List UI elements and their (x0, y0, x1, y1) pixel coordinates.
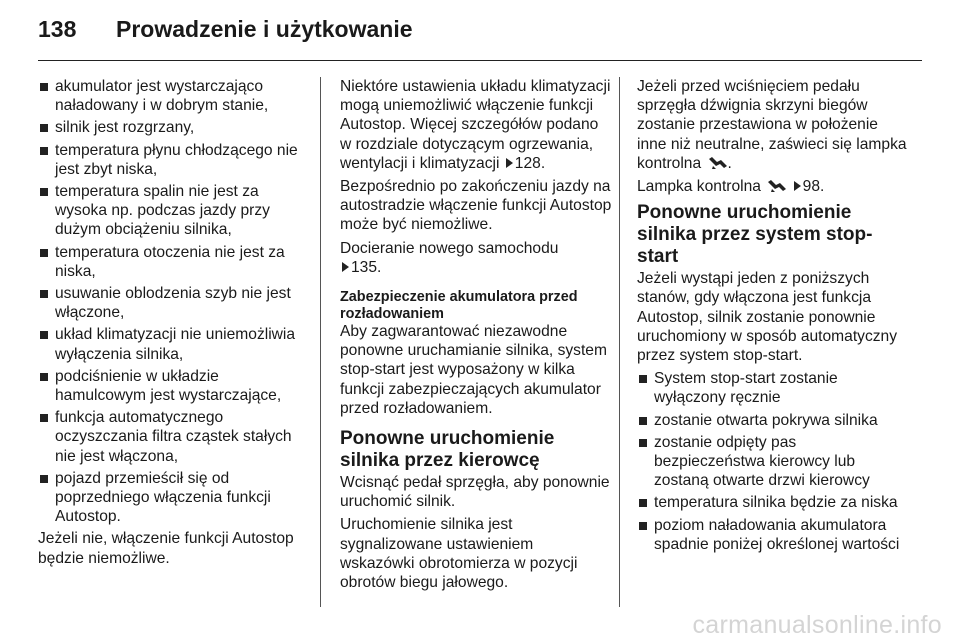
bullet-icon (40, 373, 48, 381)
list-item: pojazd przemieścił się od poprzedniego włączenia funkcji Autostop. (38, 469, 310, 527)
column-1 (38, 77, 310, 572)
bullet-icon (639, 439, 647, 447)
list-item: usuwanie oblodzenia szyb nie jest włączone, (38, 284, 310, 322)
paragraph: Jeżeli wystąpi jeden z poniższych stanów, gdy włączona jest funkcja Autostop, silnik zostanie ponownie uruchomiony w sposób automatyczny przez system stop-start. (637, 270, 898, 365)
paragraph: Jeżeli przed wciśnięciem pedału sprzęgła dźwignia skrzyni biegów zostanie przestawiona w położenie inne niż neutralne, zaświeci się lampka kontrolna . (637, 78, 907, 172)
chapter-title: Prowadzenie i użytkowanie (116, 16, 413, 42)
bullet-icon (40, 249, 48, 257)
paragraph: Wcisnąć pedał sprzęgła, aby ponownie uruchomić silnik. (340, 474, 610, 511)
list-item: poziom naładowania akumulatora spadnie poniżej określonej wartości (637, 516, 909, 554)
bullet-icon (40, 188, 48, 196)
list-item: temperatura spalin nie jest za wysoka np. podczas jazdy przy dużym obciążeniu silnika, (38, 182, 310, 240)
page-reference-icon (794, 181, 801, 191)
page-reference[interactable]: 98. (802, 178, 825, 196)
list-item: System stop-start zostanie wyłączony ręcznie (637, 369, 909, 407)
page-reference[interactable]: 135. (351, 258, 382, 276)
restart-conditions-list (637, 369, 909, 554)
page-number: 138 (38, 16, 77, 42)
list-item: układ klimatyzacji nie uniemożliwia wyłączenia silnika, (38, 325, 310, 363)
paragraph: Bezpośrednio po zakończeniu jazdy na autostradzie włączenie funkcji Autostop może być niemożliwe. (340, 178, 612, 234)
list-item: zostanie otwarta pokrywa silnika (637, 411, 909, 430)
bullet-icon (40, 290, 48, 298)
bullet-icon (40, 475, 48, 483)
page-reference-icon (506, 158, 513, 168)
list-item: temperatura płynu chłodzącego nie jest zbyt niska, (38, 141, 310, 179)
conditions-list (38, 77, 310, 526)
column-2 (340, 77, 612, 596)
column-3 (637, 77, 909, 557)
page-reference-icon (342, 262, 349, 272)
warning-lamp-icon (767, 179, 787, 193)
bullet-icon (40, 331, 48, 339)
column-divider-2 (619, 77, 620, 607)
list-item: akumulator jest wystarczająco naładowany i w dobrym stanie, (38, 77, 310, 115)
paragraph: Docieranie nowego samochodu 135. (340, 239, 559, 276)
paragraph: Uruchomienie silnika jest sygnalizowane ustawieniem wskazówki obrotomierza w pozycji obrotów biegu jałowego. (340, 516, 578, 592)
list-item: temperatura silnika będzie za niska (637, 493, 909, 512)
list-item: funkcja automatycznego oczyszczania filtra cząstek stałych nie jest włączona, (38, 408, 310, 466)
closing-paragraph: Jeżeli nie, włączenie funkcji Autostop będzie niemożliwe. (38, 530, 294, 567)
section-heading: Ponowne uruchomienie silnika przez system stop-start (637, 202, 873, 268)
section-heading: Ponowne uruchomienie silnika przez kierowcę (340, 428, 555, 472)
warning-lamp-icon (708, 156, 728, 170)
subheading: Zabezpieczenie akumulatora przed rozładowaniem (340, 289, 578, 322)
page-reference[interactable]: 128. (514, 154, 546, 172)
bullet-icon (639, 522, 647, 530)
bullet-icon (40, 414, 48, 422)
paragraph: Aby zagwarantować niezawodne ponowne uruchamianie silnika, system stop-start jest wyposażony w kilka funkcji zabezpieczających akumulator przed rozładowaniem. (340, 323, 607, 417)
column-divider-1 (320, 77, 321, 607)
list-item: silnik jest rozgrzany, (38, 118, 310, 137)
bullet-icon (639, 375, 647, 383)
header-rule (38, 60, 922, 61)
watermark: carmanualsonline.info (692, 611, 942, 639)
paragraph: Lampka kontrolna 98. (637, 178, 825, 196)
bullet-icon (639, 499, 647, 507)
list-item: zostanie odpięty pas bezpieczeństwa kierowcy lub zostaną otwarte drzwi kierowcy (637, 433, 909, 491)
bullet-icon (40, 147, 48, 155)
bullet-icon (639, 417, 647, 425)
list-item: podciśnienie w układzie hamulcowym jest wystarczające, (38, 367, 310, 405)
paragraph: Niektóre ustawienia układu klimatyzacji mogą uniemożliwić włączenie funkcji Autostop. Więcej szczegółów podano w rozdziale dotyczącym ogrzewania, wentylacji i klimatyzacji 128. (340, 78, 611, 172)
list-item: temperatura otoczenia nie jest za niska, (38, 243, 310, 281)
bullet-icon (40, 124, 48, 132)
page-header (38, 16, 413, 46)
bullet-icon (40, 83, 48, 91)
